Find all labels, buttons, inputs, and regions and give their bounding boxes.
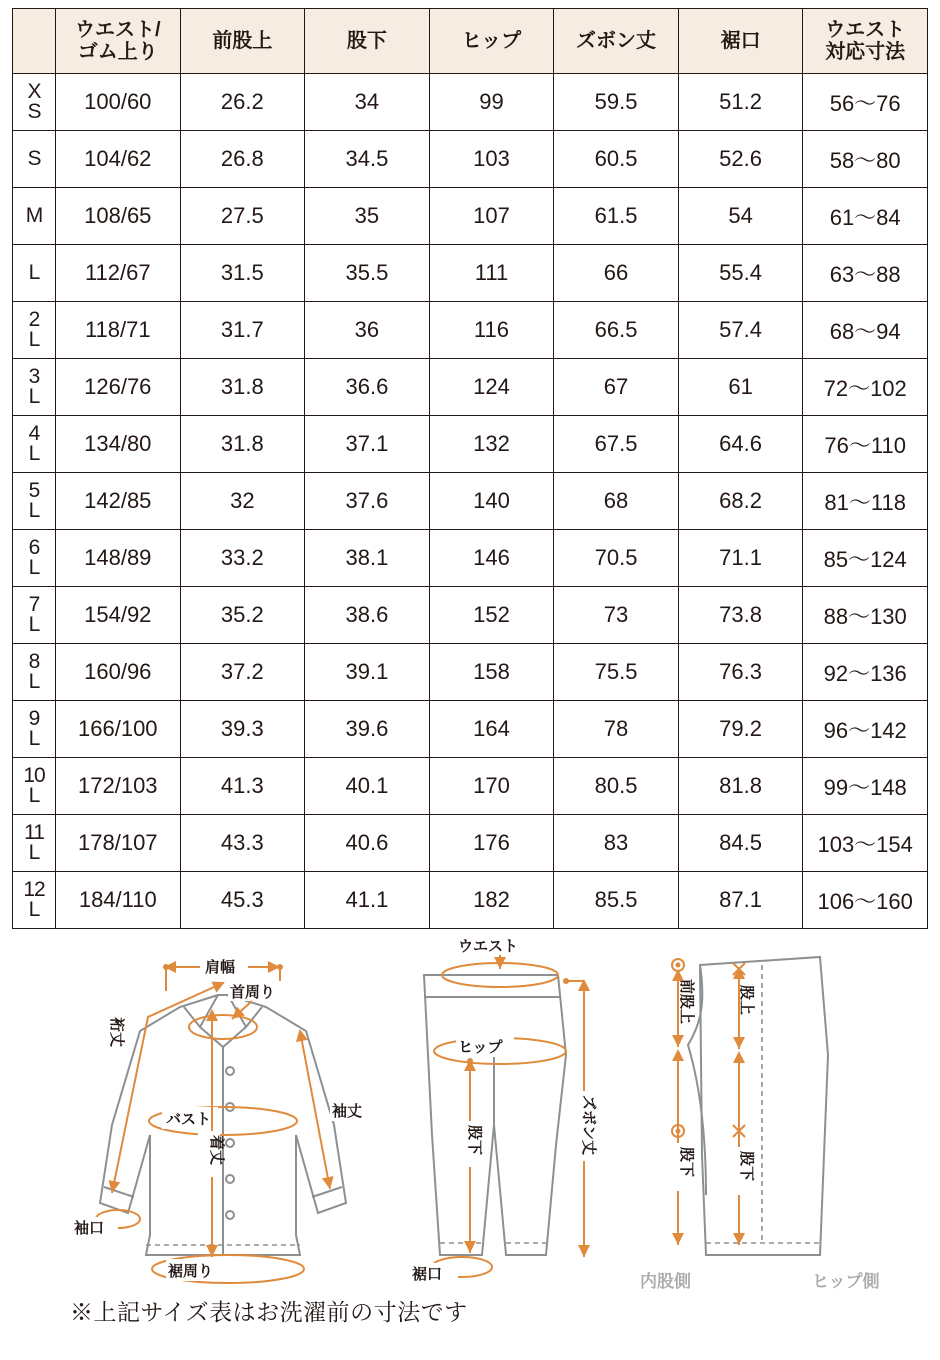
table-row [13,587,928,644]
table-cell: 68 [554,473,679,530]
size-label-part: 11 [24,821,44,845]
table-cell: 85.5 [554,872,679,929]
table-cell: 52.6 [678,131,803,188]
table-cell: 81〜118 [803,473,928,530]
size-label-part: 6 [28,536,40,560]
table-cell: 99〜148 [803,758,928,815]
table-cell: 80.5 [554,758,679,815]
table-cell: 140 [429,473,554,530]
pants-hip-label: ヒップ [458,1039,503,1056]
size-label [13,131,56,188]
jacket-cuff-label: 袖口 [74,1220,105,1237]
jacket-bust-label: バスト [166,1111,212,1128]
size-label-part: S [27,147,41,171]
size-label-part: L [28,898,40,921]
table-cell: 61 [678,359,803,416]
measurement-illustrations [0,935,940,1335]
rise-hip-side-label: ヒップ側 [812,1272,880,1291]
table-row [13,131,928,188]
table-cell: 81.8 [678,758,803,815]
size-label [13,302,56,359]
size-label [13,473,56,530]
size-label-part: 7 [28,593,40,617]
table-cell: 184/110 [56,872,181,929]
table-cell: 61.5 [554,188,679,245]
table-cell: 104/62 [56,131,181,188]
table-cell: 54 [678,188,803,245]
size-table-body [13,74,928,929]
pants-waist-label: ウエスト [458,938,519,955]
table-cell: 39.6 [305,701,430,758]
footnote: ※上記サイズ表はお洗濯前の寸法です [70,1299,468,1325]
table-cell: 38.1 [305,530,430,587]
table-row [13,815,928,872]
jacket-illustration [72,955,374,1283]
table-cell: 116 [429,302,554,359]
header-waist-fit [803,9,928,74]
table-cell: 66.5 [554,302,679,359]
rise-inseam-right-label: 股下 [738,1151,755,1182]
header-waist-rubber [56,9,181,74]
table-cell: 79.2 [678,701,803,758]
table-cell: 26.8 [180,131,305,188]
table-cell: 132 [429,416,554,473]
table-cell: 41.1 [305,872,430,929]
size-label [13,701,56,758]
table-cell: 37.2 [180,644,305,701]
size-label-part: M [25,204,43,228]
table-cell: 148/89 [56,530,181,587]
pants-trouser-length-label: ズボン丈 [580,1095,597,1156]
table-cell: 56〜76 [803,74,928,131]
table-row [13,188,928,245]
size-label [13,74,56,131]
table-cell: 103〜154 [803,815,928,872]
rise-illustration [640,957,880,1291]
size-label-part: L [28,442,40,465]
table-cell: 160/96 [56,644,181,701]
table-cell: 35.5 [305,245,430,302]
size-label-part: L [28,613,40,636]
table-row [13,701,928,758]
table-cell: 38.6 [305,587,430,644]
table-cell: 72〜102 [803,359,928,416]
header-waist-rubber-line1: ウエスト/ [75,18,161,41]
size-label [13,530,56,587]
header-hem-opening: 裾口 [678,9,803,74]
table-cell: 33.2 [180,530,305,587]
pants-illustration [410,935,597,1283]
table-cell: 118/71 [56,302,181,359]
size-label-part: L [28,727,40,750]
table-cell: 111 [429,245,554,302]
table-row [13,872,928,929]
size-label-part: 9 [28,707,40,731]
rise-front-label: 前股上 [678,979,695,1025]
table-cell: 73 [554,587,679,644]
header-inseam: 股下 [305,9,430,74]
jacket-shoulder-label: 肩幅 [205,959,236,976]
size-label [13,245,56,302]
table-cell: 40.1 [305,758,430,815]
table-cell: 67.5 [554,416,679,473]
size-label [13,359,56,416]
size-label-part: 12 [23,878,45,902]
table-cell: 51.2 [678,74,803,131]
size-label [13,815,56,872]
table-cell: 106〜160 [803,872,928,929]
table-cell: 126/76 [56,359,181,416]
table-cell: 182 [429,872,554,929]
table-cell: 58〜80 [803,131,928,188]
table-row [13,245,928,302]
table-cell: 103 [429,131,554,188]
size-label [13,872,56,929]
table-cell: 68.2 [678,473,803,530]
table-header-row [13,9,928,74]
header-corner [13,9,56,74]
table-cell: 66 [554,245,679,302]
size-label-part: L [28,261,40,285]
table-cell: 40.6 [305,815,430,872]
table-cell: 99 [429,74,554,131]
size-label [13,416,56,473]
table-cell: 87.1 [678,872,803,929]
size-label-part: L [28,385,40,408]
table-cell: 154/92 [56,587,181,644]
size-label-part: L [28,556,40,579]
header-hip: ヒップ [429,9,554,74]
rise-inner-side-label: 内股側 [640,1272,691,1291]
header-front-rise: 前股上 [180,9,305,74]
table-cell: 124 [429,359,554,416]
table-cell: 108/65 [56,188,181,245]
table-cell: 34 [305,74,430,131]
table-row [13,416,928,473]
table-cell: 27.5 [180,188,305,245]
table-row [13,74,928,131]
table-cell: 39.3 [180,701,305,758]
table-cell: 64.6 [678,416,803,473]
table-cell: 78 [554,701,679,758]
jacket-yuki-label: 裄丈 [108,1017,125,1048]
header-waist-rubber-line2: ゴム上り [77,41,158,63]
size-label-part: L [28,670,40,693]
size-label-part: L [28,841,40,864]
table-cell: 170 [429,758,554,815]
table-cell: 34.5 [305,131,430,188]
size-label [13,644,56,701]
table-cell: 85〜124 [803,530,928,587]
size-label-part: L [28,328,40,351]
table-cell: 166/100 [56,701,181,758]
table-cell: 55.4 [678,245,803,302]
illustration-svg [0,935,940,1335]
header-trouser-length: ズボン丈 [554,9,679,74]
size-label-part: 5 [28,479,40,503]
table-row [13,302,928,359]
table-cell: 75.5 [554,644,679,701]
size-label [13,587,56,644]
table-cell: 37.6 [305,473,430,530]
jacket-hem-label: 裾周り [168,1263,214,1280]
table-cell: 134/80 [56,416,181,473]
header-waist-fit-line2: 対応寸法 [825,41,906,63]
table-cell: 31.7 [180,302,305,359]
table-cell: 146 [429,530,554,587]
size-label [13,758,56,815]
rise-top-label: 股上 [738,985,755,1016]
table-cell: 70.5 [554,530,679,587]
table-cell: 88〜130 [803,587,928,644]
table-cell: 158 [429,644,554,701]
jacket-neck-label: 首周り [230,984,276,1001]
table-cell: 59.5 [554,74,679,131]
table-row [13,758,928,815]
pants-inseam-label: 股下 [466,1125,483,1156]
table-cell: 68〜94 [803,302,928,359]
table-cell: 26.2 [180,74,305,131]
size-label [13,188,56,245]
size-label-part: 2 [28,308,40,332]
table-cell: 71.1 [678,530,803,587]
table-cell: 164 [429,701,554,758]
header-waist-fit-line1: ウエスト [825,18,906,41]
table-cell: 57.4 [678,302,803,359]
rise-inseam-left-label: 股下 [678,1147,695,1178]
table-cell: 112/67 [56,245,181,302]
table-cell: 83 [554,815,679,872]
table-cell: 31.8 [180,416,305,473]
table-cell: 61〜84 [803,188,928,245]
table-cell: 100/60 [56,74,181,131]
size-label-part: 10 [23,764,45,788]
pants-hem-opening-label: 裾口 [412,1266,443,1283]
table-cell: 152 [429,587,554,644]
size-label-part: L [28,784,40,807]
table-row [13,359,928,416]
size-label-part: 8 [28,650,40,674]
size-label-part: S [27,100,41,123]
table-cell: 43.3 [180,815,305,872]
table-cell: 178/107 [56,815,181,872]
table-cell: 172/103 [56,758,181,815]
table-cell: 67 [554,359,679,416]
table-cell: 39.1 [305,644,430,701]
table-cell: 84.5 [678,815,803,872]
table-row [13,644,928,701]
size-label-part: L [28,499,40,522]
table-cell: 76.3 [678,644,803,701]
table-cell: 35.2 [180,587,305,644]
size-label-part: X [27,80,41,104]
table-cell: 73.8 [678,587,803,644]
table-cell: 41.3 [180,758,305,815]
table-cell: 31.8 [180,359,305,416]
table-cell: 176 [429,815,554,872]
table-cell: 31.5 [180,245,305,302]
table-cell: 92〜136 [803,644,928,701]
table-cell: 36.6 [305,359,430,416]
table-cell: 35 [305,188,430,245]
table-cell: 32 [180,473,305,530]
table-cell: 36 [305,302,430,359]
table-cell: 107 [429,188,554,245]
table-cell: 76〜110 [803,416,928,473]
table-cell: 37.1 [305,416,430,473]
size-label-part: 3 [28,365,40,389]
table-cell: 60.5 [554,131,679,188]
table-cell: 96〜142 [803,701,928,758]
jacket-sleeve-label: 袖丈 [332,1103,363,1120]
table-row [13,530,928,587]
size-table-head [13,9,928,74]
size-table [12,8,928,929]
table-cell: 63〜88 [803,245,928,302]
table-row [13,473,928,530]
table-cell: 142/85 [56,473,181,530]
size-label-part: 4 [28,422,40,446]
table-cell: 45.3 [180,872,305,929]
jacket-length-label: 着丈 [208,1135,225,1166]
